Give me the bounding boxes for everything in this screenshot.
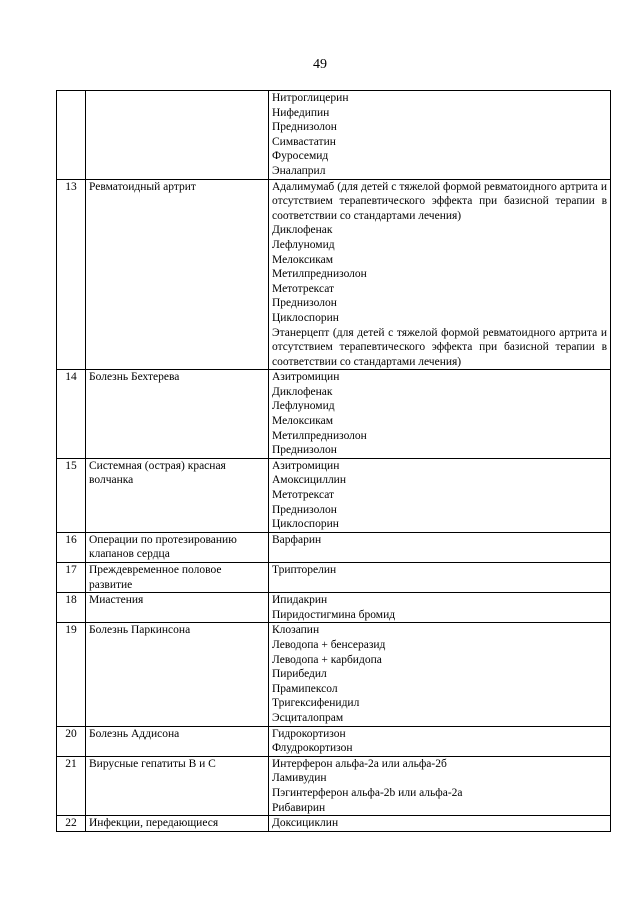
drug-list [269,370,611,459]
row-number: 17 [57,563,86,593]
disease-name: Преждевременное половое развитие [86,563,269,593]
drug-item: Преднизолон [272,121,337,134]
drug-item: Прамипексол [272,682,338,695]
medication-table [56,90,611,832]
drug-item: Диклофенак [272,385,333,398]
table-row [57,726,611,756]
drug-item: Метотрексат [272,282,335,295]
drug-item: Гидрокортизон [272,727,346,740]
drug-item: Циклоспорин [272,311,339,324]
drug-list [269,532,611,562]
drug-item: Эналаприл [272,164,326,177]
drug-item: Ламивудин [272,772,327,785]
drug-item: Азитромицин [272,371,340,384]
drug-list [269,563,611,593]
drug-item: Флудрокортизон [272,742,353,755]
disease-name [86,91,269,180]
drug-list [269,91,611,180]
drug-item: Азитромицин [272,459,340,472]
table-row [57,593,611,623]
row-number: 14 [57,370,86,459]
row-number: 19 [57,623,86,726]
drug-item: Фуросемид [272,150,329,163]
row-number: 16 [57,532,86,562]
drug-list [269,726,611,756]
drug-list [269,179,611,370]
drug-list [269,756,611,815]
disease-name: Болезнь Паркинсона [86,623,269,726]
disease-name: Миастения [86,593,269,623]
table-row [57,370,611,459]
drug-item: Пэгинтерферон альфа-2b или альфа-2а [272,786,463,799]
disease-name: Операции по протезированию клапанов сердца [86,532,269,562]
drug-item: Мелоксикам [272,415,334,428]
drug-item: Пиридостигмина бромид [272,608,396,621]
drug-item: Рибавирин [272,801,326,814]
drug-item: Трипторелин [272,564,337,576]
row-number: 22 [57,816,86,832]
drug-item: Доксициклин [272,817,339,830]
drug-item: Метотрексат [272,489,335,502]
drug-item: Лефлуномид [272,400,335,413]
drug-item: Метилпреднизолон [272,268,367,281]
drug-item: Метилпреднизолон [272,429,367,442]
drug-item: Леводопа + бенсеразид [272,638,386,651]
row-number: 18 [57,593,86,623]
table-row [57,179,611,370]
drug-item: Нифедипин [272,106,330,119]
drug-list [269,816,611,832]
drug-item: Циклоспорин [272,518,339,531]
table-row [57,623,611,726]
drug-item: Этанерцепт (для детей с тяжелой формой ревматоидного артрита и отсутствием терапевтического эффекта при базисной терапии в соответствии со стандартами лечения) [272,326,607,368]
row-number: 21 [57,756,86,815]
drug-item: Интерферон альфа-2а или альфа-2б [272,757,447,770]
drug-item: Варфарин [272,533,322,546]
row-number: 20 [57,726,86,756]
disease-name: Болезнь Аддисона [86,726,269,756]
drug-item: Клозапин [272,624,320,637]
drug-list [269,623,611,726]
drug-item: Преднизолон [272,503,337,516]
drug-list [269,593,611,623]
drug-list [269,458,611,532]
disease-name: Инфекции, передающиеся [86,816,269,832]
table-row [57,458,611,532]
disease-name: Болезнь Бехтерева [86,370,269,459]
drug-item: Преднизолон [272,444,337,457]
medication-table-body [57,91,611,832]
disease-name: Ревматоидный артрит [86,179,269,370]
drug-item: Симвастатин [272,135,336,148]
row-number: 15 [57,458,86,532]
drug-item: Лефлуномид [272,238,335,251]
table-row [57,532,611,562]
drug-item: Преднизолон [272,297,337,310]
drug-item: Эсциталопрам [272,711,344,724]
drug-item: Диклофенак [272,224,333,237]
drug-item: Адалимумаб (для детей с тяжелой формой ревматоидного артрита и отсутствием терапевтического эффекта при базисной терапии в соответствии со стандартами лечения) [272,180,607,222]
row-number: 13 [57,179,86,370]
table-row [57,756,611,815]
row-number [57,91,86,180]
disease-name: Вирусные гепатиты В и С [86,756,269,815]
table-row [57,563,611,593]
drug-item: Нитроглицерин [272,92,349,104]
drug-item: Ипидакрин [272,594,328,607]
drug-item: Тригексифенидил [272,697,360,710]
table-row [57,91,611,180]
drug-item: Пирибедил [272,668,327,681]
table-row [57,816,611,832]
page-number: 49 [313,57,327,72]
drug-item: Леводопа + карбидопа [272,653,382,666]
disease-name: Системная (острая) красная волчанка [86,458,269,532]
drug-item: Мелоксикам [272,253,334,266]
drug-item: Амоксициллин [272,474,346,487]
